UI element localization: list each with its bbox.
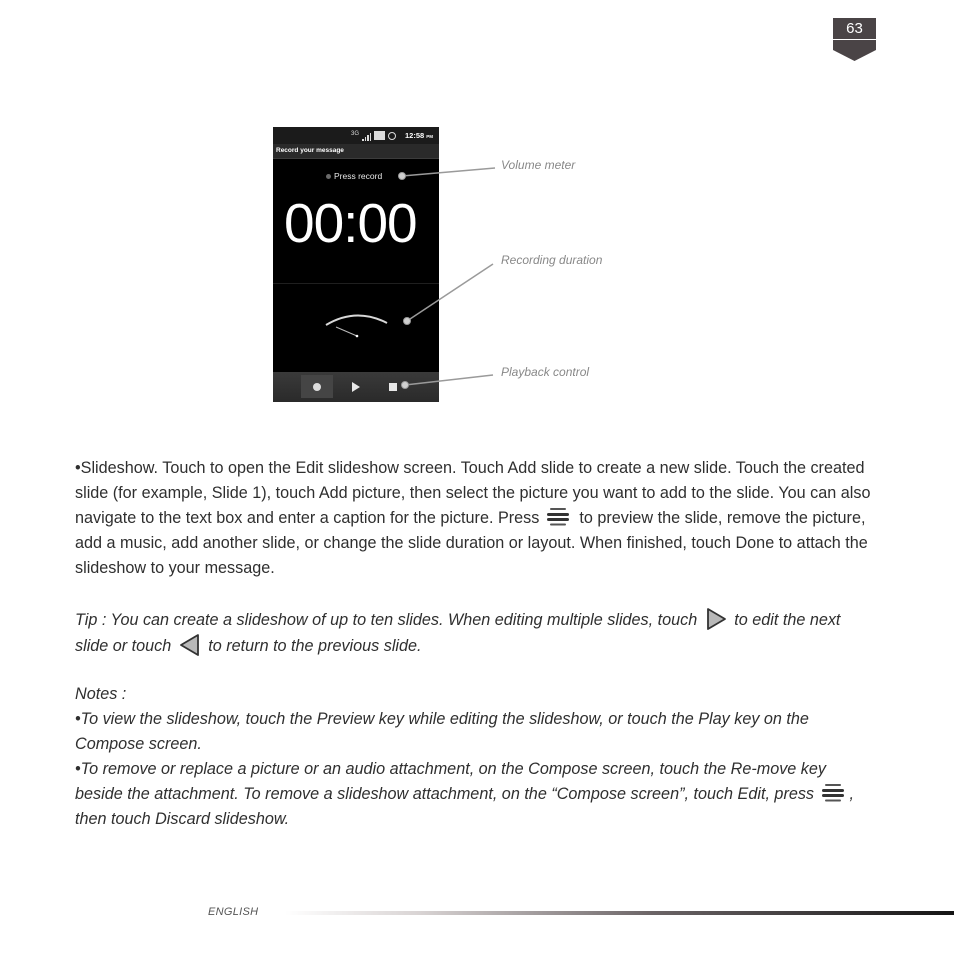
tip-paragraph <box>75 607 875 659</box>
status-time: 12:58 PM <box>405 131 434 140</box>
volume-meter-indicator <box>326 171 382 181</box>
play-icon <box>352 382 360 392</box>
callout-recording-duration: Recording duration <box>501 253 603 267</box>
alarm-icon <box>388 132 396 140</box>
volume-gauge-icon <box>323 311 393 341</box>
callout-volume-meter: Volume meter <box>501 158 576 172</box>
callout-playback-control: Playback control <box>501 365 590 379</box>
slideshow-paragraph <box>75 456 875 581</box>
slideshow-text-part1: •Slideshow. Touch to open the Edit slideshow screen. Touch Add slide to create a new slide. Touch the created slide (for example, Slide 1), touch Add picture, then select the picture you want to add to the slide. You can also navigate to the text box and enter a caption for the picture. Press <box>75 459 871 527</box>
press-record-label: Press record <box>334 171 383 181</box>
signal-icon <box>362 133 371 141</box>
record-button[interactable] <box>301 375 333 398</box>
app-title: Record your message <box>276 147 344 154</box>
record-status-dot-icon <box>326 174 331 179</box>
recording-timer: 00:00 <box>284 192 417 254</box>
network-3g-icon: 3G <box>351 131 360 137</box>
footer-language: ENGLISH <box>208 906 259 918</box>
battery-icon <box>374 131 385 140</box>
phone-screenshot <box>273 127 439 402</box>
playback-controls <box>273 372 439 402</box>
page-number: 63 <box>833 18 876 39</box>
screen-divider <box>273 283 439 284</box>
notes-section <box>75 682 875 832</box>
stop-button[interactable] <box>377 375 409 398</box>
page-number-tab <box>833 18 876 62</box>
arrow-right-icon <box>705 607 727 631</box>
status-bar <box>273 127 439 144</box>
note-1: •To view the slideshow, touch the Preview key while editing the slideshow, or touch the Play key on the Compose screen. <box>75 710 809 753</box>
tip-text-part1: Tip : You can create a slideshow of up to ten slides. When editing multiple slides, touch <box>75 611 698 629</box>
note-2 <box>75 757 875 832</box>
note-2-part1: •To remove or replace a picture or an audio attachment, on the Compose screen, touch the Re-move key beside the attachment. To remove a slideshow attachment, on the “Compose screen”, touch Edit, press <box>75 760 826 803</box>
tip-text-part3: to return to the previous slide. <box>208 637 422 655</box>
tip-text-part2: to edit the next slide or touch <box>75 611 841 655</box>
menu-icon <box>821 783 845 803</box>
app-title-bar <box>273 144 439 159</box>
stop-icon <box>389 383 397 391</box>
notes-title: Notes : <box>75 685 127 703</box>
slideshow-text-part2: to preview the slide, remove the picture, add a music, add another slide, or change the slide duration or layout. When finished, touch Done to attach the slideshow to your message. <box>75 509 868 577</box>
menu-icon <box>546 507 570 527</box>
play-button[interactable] <box>340 375 372 398</box>
footer-gradient-line <box>285 911 954 915</box>
note-2-part2: , then touch Discard slideshow. <box>75 785 855 828</box>
arrow-left-icon <box>179 633 201 657</box>
record-icon <box>313 383 321 391</box>
page-tab-chevron-icon <box>833 40 876 62</box>
